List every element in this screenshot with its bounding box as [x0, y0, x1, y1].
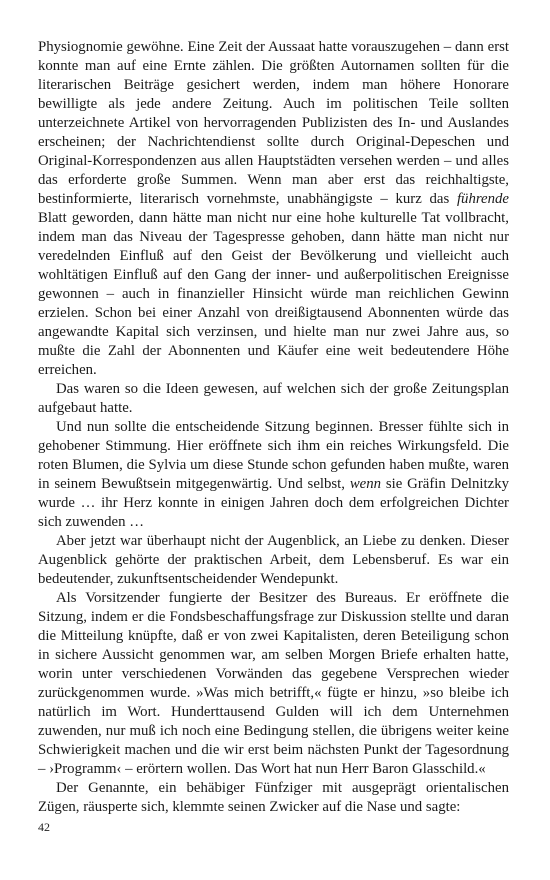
paragraph-6 — [38, 779, 509, 817]
paragraph-4-text: Aber jetzt war überhaupt nicht der Augenblick, an Liebe zu denken. Dieser Augenblick gehörte der praktischen Arbeit, dem Lebensberuf. Es war ein bedeutender, zukunftsentscheidender Wendepunkt. — [38, 533, 509, 587]
paragraph-4 — [38, 532, 509, 589]
paragraph-3 — [38, 418, 509, 532]
paragraph-1-text-a: Physiognomie gewöhne. Eine Zeit der Aussaat hatte vorauszugehen – dann erst konnte man auf eine Ernte zählen. Die größten Autornamen sollten für die literarischen Beiträge gesichert werden, indem man höhere Honorare bewilligte als jede andere Zeitung. Auch im politischen Teile sollten unterzeichnete Artikel von hervorragenden Publizisten des In- und Auslandes erscheinen; der Nachrichtendienst sollte durch Original-Depeschen und Original-Korrespondenzen aus allen Hauptstädten versehen werden – und alles das erforderte große Summen. Wenn man aber erst das reichhaltigste, bestinformierte, literarisch vornehmste, unabhängigste – kurz das — [38, 39, 509, 207]
paragraph-3-text-b: sie Gräfin Delnitzky wurde … ihr Herz konnte in einigen Jahren doch dem erfolgreichen Dichter sich zuwenden … — [38, 476, 509, 530]
paragraph-1-emphasis: führende — [456, 191, 509, 207]
paragraph-2 — [38, 380, 509, 418]
page-body — [38, 38, 509, 817]
paragraph-1 — [38, 38, 509, 380]
paragraph-3-text-a: Und nun sollte die entscheidende Sitzung beginnen. Bresser fühlte sich in gehobener Stimmung. Hier eröffnete sich ihm ein reiches Wirkungsfeld. Die roten Blumen, die Sylvia um diese Stunde schon gefunden haben mußte, waren in seinem Bewußtsein mitgegenwärtig. Und selbst, — [38, 419, 509, 492]
paragraph-3-emphasis: wenn — [349, 476, 382, 492]
page-number: 42 — [38, 820, 50, 834]
paragraph-1-text-b: Blatt geworden, dann hätte man nicht nur eine hohe kulturelle Tat vollbracht, indem man das Niveau der Tagespresse gehoben, dann hätte man nicht nur veredelnden Einfluß auf den Geist der Bevölkerung und vielleicht auch wohltätigen Einfluß auf den Gang der inner- und außerpolitischen Ereignisse gewonnen – auch in finanzieller Hinsicht würde man reichlichen Gewinn erzielen. Schon bei einer Anzahl von dreißigtausend Abonnenten würde das angewandte Kapital sich verzinsen, und hielte man nur zwei Jahre aus, so mußte die Zahl der Abonnenten und Käufer eine weit bedeutendere Höhe erreichen. — [38, 210, 509, 378]
paragraph-5 — [38, 589, 509, 779]
paragraph-6-text: Der Genannte, ein behäbiger Fünfziger mit ausgeprägt orientalischen Zügen, räusperte sich, klemmte seinen Zwicker auf die Nase und sagte: — [38, 780, 509, 815]
paragraph-2-text: Das waren so die Ideen gewesen, auf welchen sich der große Zeitungsplan aufgebaut hatte. — [38, 381, 509, 416]
paragraph-5-text: Als Vorsitzender fungierte der Besitzer des Bureaus. Er eröffnete die Sitzung, indem er die Fondsbeschaffungsfrage zur Diskussion stellte und daran die Mitteilung knüpfte, daß er von zwei Kapitalisten, deren Beteiligung schon in sichere Aussicht genommen war, am selben Morgen Briefe erhalten hatte, worin unter verschiedenen Vorwänden das gegebene Versprechen wieder zurückgenommen wurde. »Was mich betrifft,« fügte er hinzu, »so bleibe ich natürlich im Wort. Hunderttausend Gulden will ich dem Unternehmen zuwenden, nur muß ich noch eine Bedingung stellen, die übrigens weiter keine Schwierigkeit machen und die wir erst beim nächsten Punkt der Tagesordnung – ›Programm‹ – erörtern wollen. Das Wort hat nun Herr Baron Glasschild.« — [38, 590, 509, 777]
